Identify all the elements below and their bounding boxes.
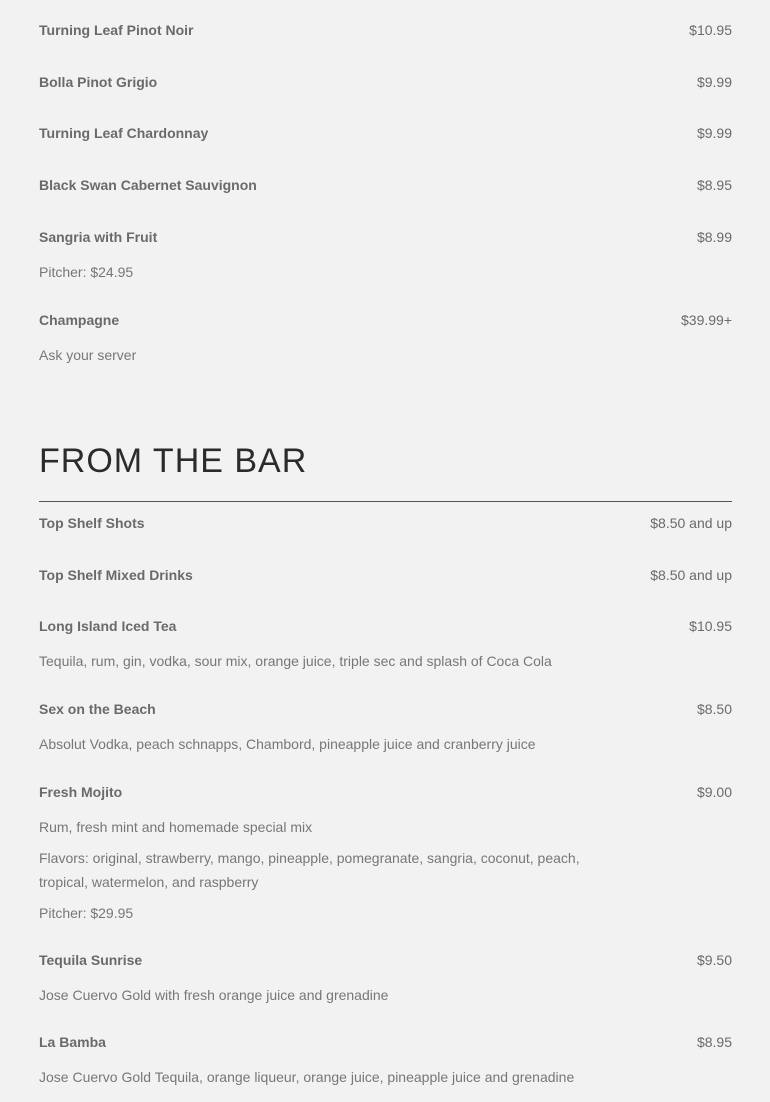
menu-item xyxy=(39,784,732,925)
section-divider xyxy=(39,501,732,502)
menu-item-name: Champagne xyxy=(39,312,120,328)
menu-item xyxy=(39,618,732,673)
menu-item-name: Bolla Pinot Grigio xyxy=(39,74,158,90)
menu-item-description: Jose Cuervo Gold Tequila, orange liqueur, orange juice, pineapple juice and grenadine xyxy=(39,1069,575,1085)
menu-item-price: $9.50 xyxy=(696,952,732,968)
menu-item-name: Top Shelf Mixed Drinks xyxy=(39,567,193,583)
menu-item-name: Sangria with Fruit xyxy=(39,229,158,245)
menu-item xyxy=(39,1034,732,1089)
menu-item-description: Jose Cuervo Gold with fresh orange juice and grenadine xyxy=(39,987,389,1003)
menu-item-name: Black Swan Cabernet Sauvignon xyxy=(39,177,257,193)
menu-item xyxy=(39,567,732,591)
menu-item-name: Long Island Iced Tea xyxy=(39,618,177,634)
menu-item-description: Ask your server xyxy=(39,347,137,363)
menu-item-row xyxy=(39,1034,732,1058)
menu-item-name: Turning Leaf Pinot Noir xyxy=(39,22,194,38)
menu-item xyxy=(39,229,732,284)
menu-item-name: La Bamba xyxy=(39,1034,106,1050)
menu-item-description: Rum, fresh mint and homemade special mix xyxy=(39,819,313,835)
menu-item xyxy=(39,125,732,149)
menu-item-price: $8.99 xyxy=(696,229,732,245)
menu-item-price: $8.95 xyxy=(696,1034,732,1050)
menu-item-row xyxy=(39,125,732,149)
menu-item-row xyxy=(39,74,732,98)
menu-item-row xyxy=(39,701,732,725)
menu-item-price: $8.50 and up xyxy=(650,515,732,531)
menu-item-description: Tequila, rum, gin, vodka, sour mix, orange juice, triple sec and splash of Coca Cola xyxy=(39,653,552,669)
menu-item-row xyxy=(39,618,732,642)
menu-item-name: Tequila Sunrise xyxy=(39,952,143,968)
menu-item-name: Top Shelf Shots xyxy=(39,515,145,531)
menu-item-description: Flavors: original, strawberry, mango, pineapple, pomegranate, sangria, coconut, peach, tropical, watermelon, and raspberry xyxy=(39,850,580,890)
menu-item-description: Pitcher: $29.95 xyxy=(39,905,134,921)
menu-item-name: Turning Leaf Chardonnay xyxy=(39,125,209,141)
menu-item-description: Pitcher: $24.95 xyxy=(39,264,134,280)
menu-item-price: $9.99 xyxy=(696,125,732,141)
menu-item-price: $10.95 xyxy=(689,618,732,634)
menu-item-row xyxy=(39,952,732,976)
menu-item-price: $9.99 xyxy=(696,74,732,90)
menu-item-price: $8.50 and up xyxy=(650,567,732,583)
menu-item-row xyxy=(39,229,732,253)
menu-item xyxy=(39,22,732,46)
menu-item xyxy=(39,515,732,539)
menu-item-price: $8.50 xyxy=(696,701,732,717)
menu-item-row xyxy=(39,312,732,336)
menu-item-price: $8.95 xyxy=(696,177,732,193)
menu-item-description: Absolut Vodka, peach schnapps, Chambord, pineapple juice and cranberry juice xyxy=(39,736,536,752)
menu-item-name: Fresh Mojito xyxy=(39,784,123,800)
menu-item-row xyxy=(39,784,732,808)
menu-item xyxy=(39,312,732,367)
menu-item xyxy=(39,74,732,98)
section-title: FROM THE BAR xyxy=(39,442,308,480)
menu-item-price: $9.00 xyxy=(696,784,732,800)
menu-item xyxy=(39,952,732,1007)
menu-item-price: $39.99+ xyxy=(681,312,732,328)
menu-item-name: Sex on the Beach xyxy=(39,701,156,717)
menu-item-row xyxy=(39,515,732,539)
menu-item-row xyxy=(39,22,732,46)
menu-item-row xyxy=(39,567,732,591)
menu-item-price: $10.95 xyxy=(689,22,732,38)
menu-item xyxy=(39,701,732,756)
menu-item-row xyxy=(39,177,732,201)
menu-item xyxy=(39,177,732,201)
